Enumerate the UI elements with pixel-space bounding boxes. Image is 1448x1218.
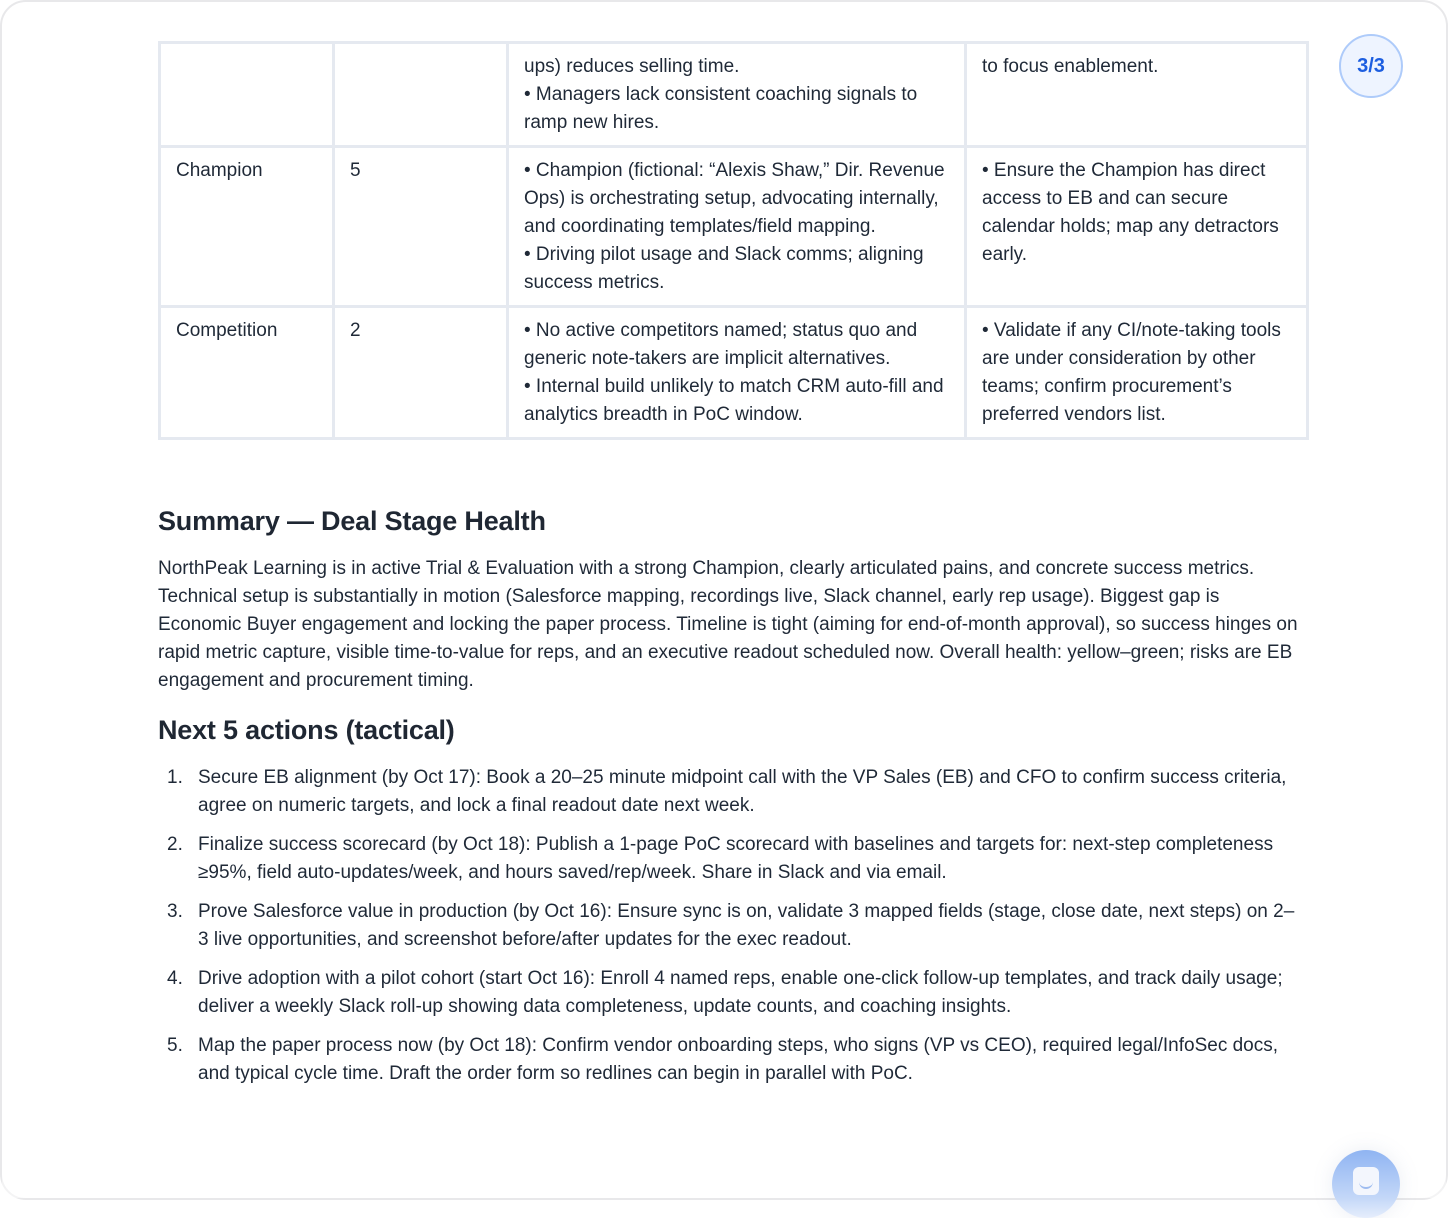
action-number: 4. <box>167 968 183 989</box>
next-step-bullet: to focus enablement. <box>982 56 1159 77</box>
meddic-table <box>158 41 1309 440</box>
bottom-fade-overlay <box>2 1138 1446 1198</box>
action-item <box>158 831 1298 887</box>
summary-paragraph: NorthPeak Learning is in active Trial & Evaluation with a strong Champion, clearly articulated pains, and concrete success metrics. Technical setup is substantially in motion (Salesforce mapping, recordings live, Slack channel, early rep usage). Biggest gap is Economic Buyer engagement and locking the paper process. Timeline is tight (aiming for end-of-month approval), so success hinges on rapid metric capture, visible time-to-value for reps, and an executive readout scheduled now. Overall health: yellow–green; risks are EB engagement and procurement timing. <box>158 558 1298 691</box>
table-row <box>160 307 1308 439</box>
evidence-cell <box>508 307 966 439</box>
action-item <box>158 898 1298 954</box>
page-indicator: 3/3 <box>1339 34 1403 98</box>
evidence-bullet: • No active competitors named; status quo and generic note-takers are implicit alternatives. <box>524 320 918 369</box>
action-number: 5. <box>167 1035 183 1056</box>
score-cell: 5 <box>334 147 508 307</box>
action-item <box>158 965 1298 1021</box>
document-content <box>158 41 1308 1099</box>
action-text: Prove Salesforce value in production (by Oct 16): Ensure sync is on, validate 3 mapped fields (stage, close date, next steps) on 2–3 live opportunities, and screenshot before/after updates for the exec readout. <box>198 901 1295 950</box>
next-steps-cell <box>966 307 1308 439</box>
score-cell <box>334 43 508 147</box>
action-number: 2. <box>167 834 183 855</box>
evidence-bullet: • Driving pilot usage and Slack comms; aligning success metrics. <box>524 244 924 293</box>
chat-button[interactable] <box>1332 1150 1400 1218</box>
summary-heading: Summary — Deal Stage Health <box>158 506 546 536</box>
actions-heading: Next 5 actions (tactical) <box>158 715 455 745</box>
action-number: 3. <box>167 901 183 922</box>
evidence-bullet: • Managers lack consistent coaching signals to ramp new hires. <box>524 84 918 133</box>
action-text: Finalize success scorecard (by Oct 18): Publish a 1-page PoC scorecard with baselines and targets for: next-step completeness ≥95%, field auto-updates/week, and hours saved/rep/week. Share in Slack and via email. <box>198 834 1274 883</box>
evidence-cell <box>508 147 966 307</box>
action-text: Map the paper process now (by Oct 18): Confirm vendor onboarding steps, who signs (VP vs CEO), required legal/InfoSec docs, and typical cycle time. Draft the order form so redlines can begin in parallel with PoC. <box>198 1035 1279 1084</box>
score-cell: 2 <box>334 307 508 439</box>
table-row <box>160 147 1308 307</box>
actions-list <box>158 764 1298 1088</box>
next-steps-cell <box>966 43 1308 147</box>
action-item <box>158 1032 1298 1088</box>
next-steps-cell <box>966 147 1308 307</box>
evidence-bullet: • Internal build unlikely to match CRM auto-fill and analytics breadth in PoC window. <box>524 376 944 425</box>
action-item <box>158 764 1298 820</box>
evidence-cell <box>508 43 966 147</box>
action-text: Drive adoption with a pilot cohort (start Oct 16): Enroll 4 named reps, enable one-click follow-up templates, and track daily usage; deliver a weekly Slack roll-up showing data completeness, update counts, and coaching insights. <box>198 968 1283 1017</box>
evidence-bullet: • Champion (fictional: “Alexis Shaw,” Dir. Revenue Ops) is orchestrating setup, advocating internally, and coordinating templates/field mapping. <box>524 160 945 237</box>
next-step-bullet: • Ensure the Champion has direct access to EB and can secure calendar holds; map any detractors early. <box>982 160 1279 265</box>
action-text: Secure EB alignment (by Oct 17): Book a 20–25 minute midpoint call with the VP Sales (EB) and CFO to confirm success criteria, agree on numeric targets, and lock a final readout date next week. <box>198 767 1287 816</box>
evidence-bullet: ups) reduces selling time. <box>524 56 740 77</box>
action-number: 1. <box>167 767 183 788</box>
table-row <box>160 43 1308 147</box>
next-step-bullet: • Validate if any CI/note-taking tools are under consideration by other teams; confirm procurement’s preferred vendors list. <box>982 320 1281 425</box>
criterion-cell <box>160 43 334 147</box>
criterion-cell: Competition <box>160 307 334 439</box>
criterion-cell: Champion <box>160 147 334 307</box>
chat-bubble-smile-icon <box>1353 1167 1379 1195</box>
